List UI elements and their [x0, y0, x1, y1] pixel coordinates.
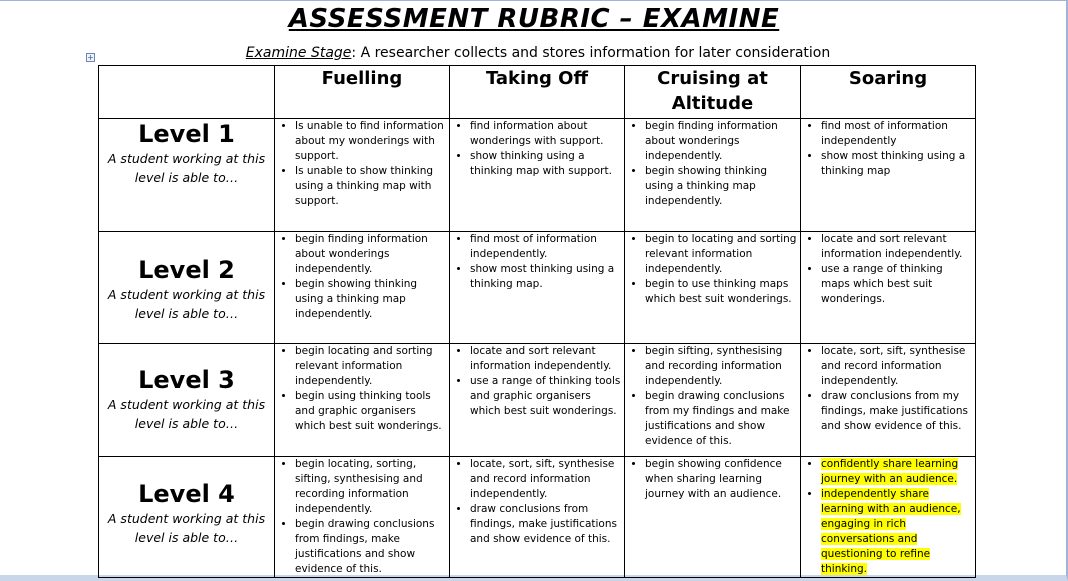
criteria-text: begin drawing conclusions from my findings and make justifications and show evidence of this. [645, 390, 790, 447]
criteria-item [295, 457, 447, 517]
criteria-cell [625, 344, 801, 457]
criteria-list [801, 232, 975, 307]
criteria-cell [801, 119, 976, 232]
criteria-list [450, 119, 624, 179]
criteria-text: begin locating and sorting relevant information independently. [295, 345, 433, 387]
criteria-text: begin finding information about wonderings independently. [295, 233, 428, 275]
criteria-item [295, 119, 447, 164]
criteria-cell [275, 119, 450, 232]
level-description: A student working at this level is able to… [107, 397, 266, 431]
criteria-item [645, 389, 798, 449]
column-header: Soaring [801, 66, 976, 119]
criteria-list [275, 344, 449, 434]
criteria-list [801, 344, 975, 434]
criteria-text: begin showing thinking using a thinking map independently. [295, 278, 418, 320]
criteria-item [645, 344, 798, 389]
criteria-item [645, 164, 798, 209]
criteria-item [470, 262, 622, 292]
level-cell [99, 119, 275, 232]
criteria-text: draw conclusions from findings, make justifications and show evidence of this. [470, 503, 617, 545]
level-row [99, 344, 976, 457]
criteria-item [470, 232, 622, 262]
level-cell [99, 457, 275, 578]
level-cell [99, 232, 275, 344]
criteria-item [295, 277, 447, 322]
criteria-item [470, 344, 622, 374]
criteria-item [645, 232, 798, 277]
criteria-item [645, 457, 798, 502]
criteria-text: begin to locating and sorting relevant information independently. [645, 233, 797, 275]
criteria-item [295, 232, 447, 277]
level-row [99, 232, 976, 344]
criteria-item [470, 119, 622, 149]
criteria-list [625, 344, 800, 449]
header-row [99, 66, 976, 119]
criteria-text: show most thinking using a thinking map [821, 150, 966, 177]
criteria-item [821, 457, 973, 487]
criteria-item [821, 344, 973, 389]
criteria-item [821, 119, 973, 149]
criteria-list [450, 344, 624, 419]
criteria-text: confidently share learning journey with an audience. [821, 458, 959, 485]
criteria-text: use a range of thinking tools and graphic organisers which best suit wonderings. [470, 375, 621, 417]
criteria-text: locate, sort, sift, synthesise and record information independently. [470, 458, 615, 500]
corner-cell [99, 66, 275, 119]
criteria-text: draw conclusions from my findings, make justifications and show evidence of this. [821, 390, 968, 432]
criteria-text: locate, sort, sift, synthesise and record information independently. [821, 345, 966, 387]
criteria-item [470, 149, 622, 179]
subtitle [0, 45, 1068, 61]
criteria-item [295, 517, 447, 577]
criteria-text: find most of information independently [821, 120, 948, 147]
criteria-text: locate and sort relevant information independently. [821, 233, 963, 260]
level-name: Level 4 [138, 480, 235, 508]
stage-label: Examine Stage [245, 45, 352, 61]
criteria-cell [625, 457, 801, 578]
criteria-list [275, 457, 449, 577]
criteria-item [821, 232, 973, 262]
level-description: A student working at this level is able to… [107, 511, 266, 545]
criteria-cell [275, 232, 450, 344]
level-description: A student working at this level is able to… [107, 151, 266, 185]
criteria-cell [275, 457, 450, 578]
criteria-cell [450, 344, 625, 457]
criteria-text: Is unable to find information about my wonderings with support. [295, 120, 444, 162]
criteria-text: use a range of thinking maps which best suit wonderings. [821, 263, 943, 305]
page-title: ASSESSMENT RUBRIC – EXAMINE [288, 4, 780, 34]
criteria-cell [450, 457, 625, 578]
criteria-text: show thinking using a thinking map with support. [470, 150, 612, 177]
criteria-list [625, 119, 800, 209]
criteria-cell [625, 119, 801, 232]
criteria-text: begin drawing conclusions from findings, make justifications and show evidence of this. [295, 518, 435, 575]
criteria-item [295, 164, 447, 209]
criteria-item [470, 374, 622, 419]
column-header: Cruising at Altitude [625, 66, 801, 119]
rubric-table [98, 65, 976, 578]
criteria-item [470, 457, 622, 502]
level-name: Level 1 [138, 120, 235, 148]
criteria-text: locate and sort relevant information independently. [470, 345, 612, 372]
level-description: A student working at this level is able to… [107, 287, 266, 321]
criteria-item [295, 389, 447, 434]
criteria-text: find most of information independently. [470, 233, 597, 260]
criteria-item [645, 119, 798, 164]
criteria-text: show most thinking using a thinking map. [470, 263, 615, 290]
criteria-cell [450, 232, 625, 344]
level-cell [99, 344, 275, 457]
criteria-text: Is unable to show thinking using a thinking map with support. [295, 165, 434, 207]
criteria-item [821, 262, 973, 307]
level-row [99, 457, 976, 578]
criteria-cell [801, 232, 976, 344]
column-header: Taking Off [450, 66, 625, 119]
table-move-handle-icon[interactable]: + [87, 53, 94, 62]
criteria-text: independently share learning with an audience, engaging in rich conversations and questioning to refine thinking. [821, 488, 961, 575]
subtitle-text: : A researcher collects and stores information for later consideration [351, 45, 831, 61]
criteria-cell [625, 232, 801, 344]
level-row [99, 119, 976, 232]
criteria-item [470, 502, 622, 547]
criteria-list [625, 457, 800, 502]
criteria-cell [450, 119, 625, 232]
criteria-item [821, 389, 973, 434]
criteria-cell [801, 457, 976, 578]
criteria-item [821, 487, 973, 577]
criteria-list [450, 457, 624, 547]
level-name: Level 2 [138, 256, 235, 284]
criteria-list [801, 457, 975, 577]
criteria-item [821, 149, 973, 179]
criteria-list [801, 119, 975, 179]
criteria-list [625, 232, 800, 307]
criteria-text: begin sifting, synthesising and recording information independently. [645, 345, 783, 387]
criteria-list [275, 232, 449, 322]
criteria-text: begin to use thinking maps which best suit wonderings. [645, 278, 792, 305]
criteria-text: begin locating, sorting, sifting, synthesising and recording information independently. [295, 458, 423, 515]
level-name: Level 3 [138, 366, 235, 394]
criteria-text: begin finding information about wonderings independently. [645, 120, 778, 162]
criteria-text: find information about wonderings with support. [470, 120, 604, 147]
criteria-text: begin using thinking tools and graphic organisers which best suit wonderings. [295, 390, 442, 432]
column-header: Fuelling [275, 66, 450, 119]
criteria-list [450, 232, 624, 292]
criteria-text: begin showing confidence when sharing learning journey with an audience. [645, 458, 782, 500]
criteria-item [645, 277, 798, 307]
criteria-cell [801, 344, 976, 457]
criteria-item [295, 344, 447, 389]
criteria-list [275, 119, 449, 209]
criteria-cell [275, 344, 450, 457]
criteria-text: begin showing thinking using a thinking map independently. [645, 165, 768, 207]
